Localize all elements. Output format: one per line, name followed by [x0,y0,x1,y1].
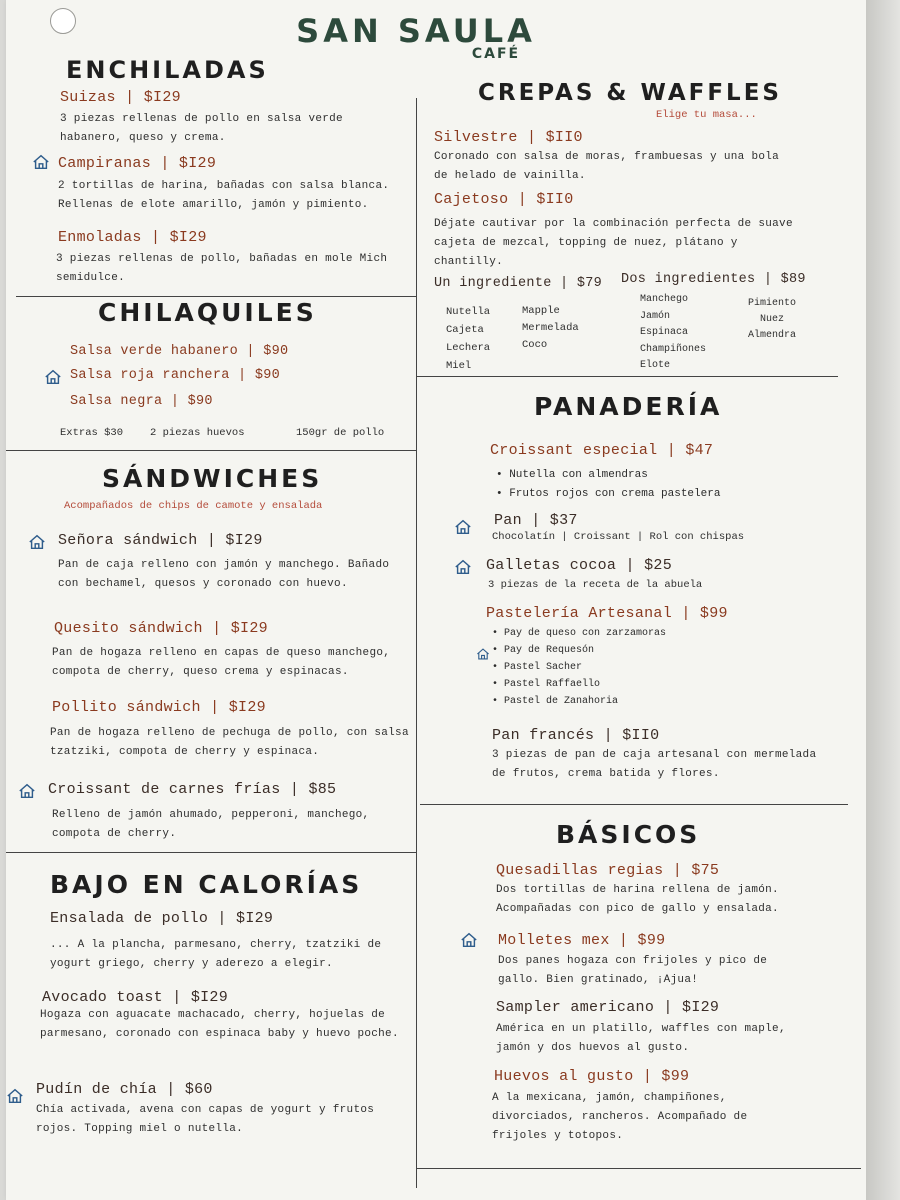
menu-item-desc: América en un platillo, waffles con maple, jamón y dos huevos al gusto. [496,1023,786,1054]
menu-item-desc: 3 piezas de la receta de la abuela [488,579,703,591]
ingredients-one-a [446,303,516,375]
menu-item-desc: Coronado con salsa de moras, frambuesas y una bola de helado de vainilla. [434,151,780,182]
section-title-bajo: BAJO EN CALORÍAS [50,870,363,899]
menu-item-name: Campiranas | $I29 [58,155,217,172]
menu-item-desc: Hogaza con aguacate machacado, cherry, hojuelas de parmesano, coronado con espinaca baby y huevo poche. [40,1009,399,1040]
menu-item-name: Salsa negra | $90 [70,394,213,409]
house-icon [460,931,478,949]
menu-item-desc: 3 piezas rellenas de pollo, bañadas en mole Mich semidulce. [56,253,388,284]
ingredient: Pimiento [747,298,796,309]
ingredient: Nuez [759,314,784,325]
menu-item-desc: Dos panes hogaza con frijoles y pico de gallo. Bien gratinado, ¡Ajua! [498,955,768,986]
menu-item-name: Silvestre | $II0 [434,129,583,146]
menu-item-name: Croissant especial | $47 [490,442,714,459]
ingredient: Nutella [446,306,491,318]
house-icon [18,782,36,800]
ingredient: Jamón [640,310,671,322]
ingredient: Manchego [640,294,689,305]
section-subtitle: Elige tu masa... [656,109,757,121]
extras-pollo: 150gr de pollo [296,427,385,439]
house-icon [32,153,50,171]
menu-item-desc: A la mexicana, jamón, champiñones, divorciados, rancheros. Acompañado de frijoles y totopos. [492,1092,748,1142]
ingredient: Lechera [446,342,491,354]
menu-item-desc: 2 tortillas de harina, bañadas con salsa blanca. Rellenas de elote amarillo, jamón y pimiento. [58,180,390,211]
section-subtitle: Acompañados de chips de camote y ensalada [64,500,323,512]
option: • Pay de queso con zarzamoras [492,625,666,642]
one-ingredient-label: Un ingrediente | $79 [434,276,603,291]
section-title-chilaquiles: CHILAQUILES [98,298,317,327]
house-icon [454,518,472,536]
menu-item-name: Quesito sándwich | $I29 [54,620,268,637]
ingredient: Coco [522,339,548,351]
menu-item-name: Suizas | $I29 [60,89,181,106]
ingredients-one-b [522,303,602,354]
menu-item-name: Pudín de chía | $60 [36,1081,213,1098]
house-icon [454,558,472,576]
menu-sheet [6,0,866,1200]
menu-item-name: Señora sándwich | $I29 [58,532,263,549]
divider [16,296,416,297]
menu-item-name: Pastelería Artesanal | $99 [486,605,728,622]
menu-item-name: Ensalada de pollo | $I29 [50,910,274,927]
menu-item-desc: Déjate cautivar por la combinación perfecta de suave cajeta de mezcal, topping de nuez, plátano y chantilly. [434,218,793,268]
menu-item-name: Enmoladas | $I29 [58,229,207,246]
ingredients-two-b [732,296,812,344]
menu-item-name: Pan | $37 [494,512,578,529]
option: • Pastel Sacher [492,659,666,676]
menu-item-desc: Chía activada, avena con capas de yogurt y frutos rojos. Topping miel o nutella. [36,1104,375,1135]
extras-huevos: 2 piezas huevos [150,427,245,439]
menu-item-name: Croissant de carnes frías | $85 [48,781,337,798]
menu-item-name: Avocado toast | $I29 [42,989,229,1006]
brand-sub: CAFÉ [471,46,521,62]
menu-item-desc: Chocolatín | Croissant | Rol con chispas [492,531,745,543]
option: • Pastel Raffaello [492,676,666,693]
menu-item-desc: ... A la plancha, parmesano, cherry, tzatziki de yogurt griego, cherry y aderezo a elegir. [50,939,382,970]
menu-item-desc: 3 piezas rellenas de pollo en salsa verde habanero, queso y crema. [60,113,343,144]
menu-item-name: Cajetoso | $II0 [434,191,574,208]
menu-item-name: Quesadillas regias | $75 [496,862,720,879]
brand-name: SAN SAULA [296,12,536,50]
house-icon [28,533,46,551]
divider [416,1168,861,1169]
ingredients-two-a [640,292,730,375]
ingredient: Espinaca [640,327,689,338]
menu-item-desc: Dos tortillas de harina rellena de jamón. Acompañadas con pico de gallo y ensalada. [496,884,779,915]
menu-item-name: Galletas cocoa | $25 [486,557,673,574]
option: • Pastel de Zanahoria [492,693,666,710]
divider [416,376,838,377]
section-title-enchiladas: ENCHILADAS [66,56,269,84]
menu-item-desc: Pan de hogaza relleno de pechuga de pollo, con salsa tzatziki, compota de cherry y espinaca. [50,727,409,758]
ingredient: Mapple [522,305,560,317]
croissant-options [496,466,720,504]
ingredient: Champiñones [640,343,707,355]
ingredient: Elote [640,360,671,371]
divider [6,450,416,451]
ingredient: Cajeta [446,324,484,336]
ingredient: Miel [446,360,472,372]
section-title-sandwiches: SÁNDWICHES [102,464,323,493]
menu-item-name: Salsa verde habanero | $90 [70,344,289,359]
option: • Frutos rojos con crema pastelera [496,485,720,504]
menu-item-name: Sampler americano | $I29 [496,999,720,1016]
section-title-crepas: CREPAS & WAFFLES [478,80,782,106]
menu-item-desc: 3 piezas de pan de caja artesanal con mermelada de frutos, crema batida y flores. [492,749,817,780]
pasteleria-options [492,625,666,710]
house-icon [44,368,62,386]
menu-item-desc: Pan de hogaza relleno en capas de queso manchego, compota de cherry, queso crema y espinacas. [52,647,391,678]
column-divider [416,98,417,1188]
house-icon [6,1087,24,1105]
ingredient: Mermelada [522,322,579,334]
house-icon [476,647,490,661]
ingredient: Almendra [747,330,796,341]
menu-item-name: Huevos al gusto | $99 [494,1068,690,1085]
option: • Nutella con almendras [496,466,720,485]
menu-item-name: Salsa roja ranchera | $90 [70,368,281,383]
binder-edge [866,0,900,1200]
extras-label: Extras $30 [60,427,124,439]
option: • Pay de Requesón [492,642,666,659]
menu-item-name: Pan francés | $II0 [492,727,660,744]
divider [6,852,416,853]
section-title-basicos: BÁSICOS [556,820,701,849]
section-title-panaderia: PANADERÍA [534,392,723,421]
divider [420,804,848,805]
menu-item-name: Molletes mex | $99 [498,932,666,949]
menu-item-name: Pollito sándwich | $I29 [52,699,266,716]
two-ingredient-label: Dos ingredientes | $89 [621,272,806,287]
menu-item-desc: Relleno de jamón ahumado, pepperoni, manchego, compota de cherry. [52,809,370,840]
menu-item-desc: Pan de caja relleno con jamón y manchego. Bañado con bechamel, quesos y coronado con huevo. [58,559,390,590]
